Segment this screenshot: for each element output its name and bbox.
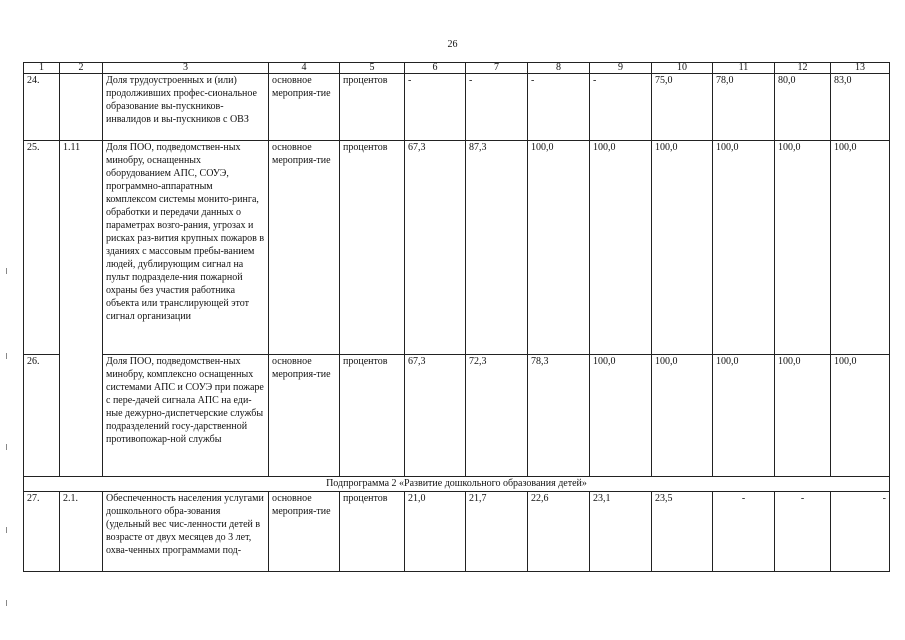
subprogram-title: Подпрограмма 2 «Развитие дошкольного образования детей»	[24, 477, 890, 492]
value-cell: 87,3	[466, 141, 528, 355]
margin-tick	[6, 600, 7, 606]
value-cell: 22,6	[528, 492, 590, 572]
row-code: 1.11	[60, 141, 103, 477]
header-cell: 4	[269, 63, 340, 74]
margin-tick	[6, 268, 7, 274]
margin-tick	[6, 353, 7, 359]
value-cell: 100,0	[775, 141, 831, 355]
header-cell: 3	[103, 63, 269, 74]
value-cell: 100,0	[590, 141, 652, 355]
value-cell: 78,3	[528, 355, 590, 477]
value-cell: -	[831, 492, 890, 572]
header-cell: 8	[528, 63, 590, 74]
value-cell: 100,0	[590, 355, 652, 477]
value-cell: 67,3	[405, 355, 466, 477]
value-cell: 72,3	[466, 355, 528, 477]
page-number: 26	[447, 39, 458, 50]
row-code: 2.1.	[60, 492, 103, 572]
header-row	[24, 63, 890, 74]
subprogram-row	[24, 477, 890, 492]
indicator-name: Обеспеченность населения услугами дошкольного обра-зования (удельный вес чис-ленности детей в возрасте от двух месяцев до 3 лет, охва-ченных программами под-	[103, 492, 269, 572]
header-cell: 12	[775, 63, 831, 74]
value-cell: 100,0	[713, 141, 775, 355]
value-cell: 23,5	[652, 492, 713, 572]
value-cell: 80,0	[775, 74, 831, 141]
unit: процентов	[340, 492, 405, 572]
row-number: 25.	[24, 141, 60, 355]
event-type: основное мероприя-тие	[269, 355, 340, 477]
value-cell: -	[528, 74, 590, 141]
value-cell: -	[713, 492, 775, 572]
value-cell: 83,0	[831, 74, 890, 141]
value-cell: 100,0	[775, 355, 831, 477]
header-cell: 11	[713, 63, 775, 74]
value-cell: 21,7	[466, 492, 528, 572]
row-code	[60, 74, 103, 141]
margin-tick	[6, 527, 7, 533]
header-cell: 9	[590, 63, 652, 74]
header-cell: 13	[831, 63, 890, 74]
event-type: основное мероприя-тие	[269, 141, 340, 355]
value-cell: 100,0	[528, 141, 590, 355]
row-number: 26.	[24, 355, 60, 477]
indicator-name: Доля ПОО, подведомствен-ных минобру, оснащенных оборудованием АПС, СОУЭ, программно-аппаратным комплексом системы монито-ринга, обработки и передачи данных о параметрах возго-рания, угрозах и рисках раз-вития крупных пожаров в зданиях с массовым пребы-ванием людей, дублирующим сигнал на пульт подразделе-ния пожарной охраны без участия работника объекта или транслирующей этот сигнал организации	[103, 141, 269, 355]
header-cell: 6	[405, 63, 466, 74]
row-number: 24.	[24, 74, 60, 141]
value-cell: -	[405, 74, 466, 141]
header-cell: 1	[24, 63, 60, 74]
table-row	[24, 74, 890, 141]
value-cell: 100,0	[652, 355, 713, 477]
value-cell: 100,0	[652, 141, 713, 355]
value-cell: -	[466, 74, 528, 141]
header-cell: 10	[652, 63, 713, 74]
value-cell: 100,0	[713, 355, 775, 477]
table-row	[24, 141, 890, 355]
margin-tick	[6, 444, 7, 450]
unit: процентов	[340, 141, 405, 355]
header-cell: 5	[340, 63, 405, 74]
value-cell: 100,0	[831, 141, 890, 355]
value-cell: -	[775, 492, 831, 572]
unit: процентов	[340, 74, 405, 141]
table-row	[24, 492, 890, 572]
indicator-name: Доля трудоустроенных и (или) продолживших профес-сиональное образование вы-пускников-инвалидов и вы-пускников с ОВЗ	[103, 74, 269, 141]
table-row	[24, 355, 890, 477]
event-type: основное мероприя-тие	[269, 74, 340, 141]
value-cell: 100,0	[831, 355, 890, 477]
indicator-name: Доля ПОО, подведомствен-ных минобру, комплексно оснащенных системами АПС и СОУЭ при пожаре с пере-дачей сигнала АПС на еди-ные дежурно-диспетчерские службы подразделений госу-дарственной противопожар-ной службы	[103, 355, 269, 477]
value-cell: 21,0	[405, 492, 466, 572]
value-cell: 67,3	[405, 141, 466, 355]
indicators-table	[23, 62, 890, 572]
event-type: основное мероприя-тие	[269, 492, 340, 572]
header-cell: 7	[466, 63, 528, 74]
value-cell: -	[590, 74, 652, 141]
value-cell: 78,0	[713, 74, 775, 141]
header-cell: 2	[60, 63, 103, 74]
unit: процентов	[340, 355, 405, 477]
value-cell: 75,0	[652, 74, 713, 141]
row-number: 27.	[24, 492, 60, 572]
value-cell: 23,1	[590, 492, 652, 572]
